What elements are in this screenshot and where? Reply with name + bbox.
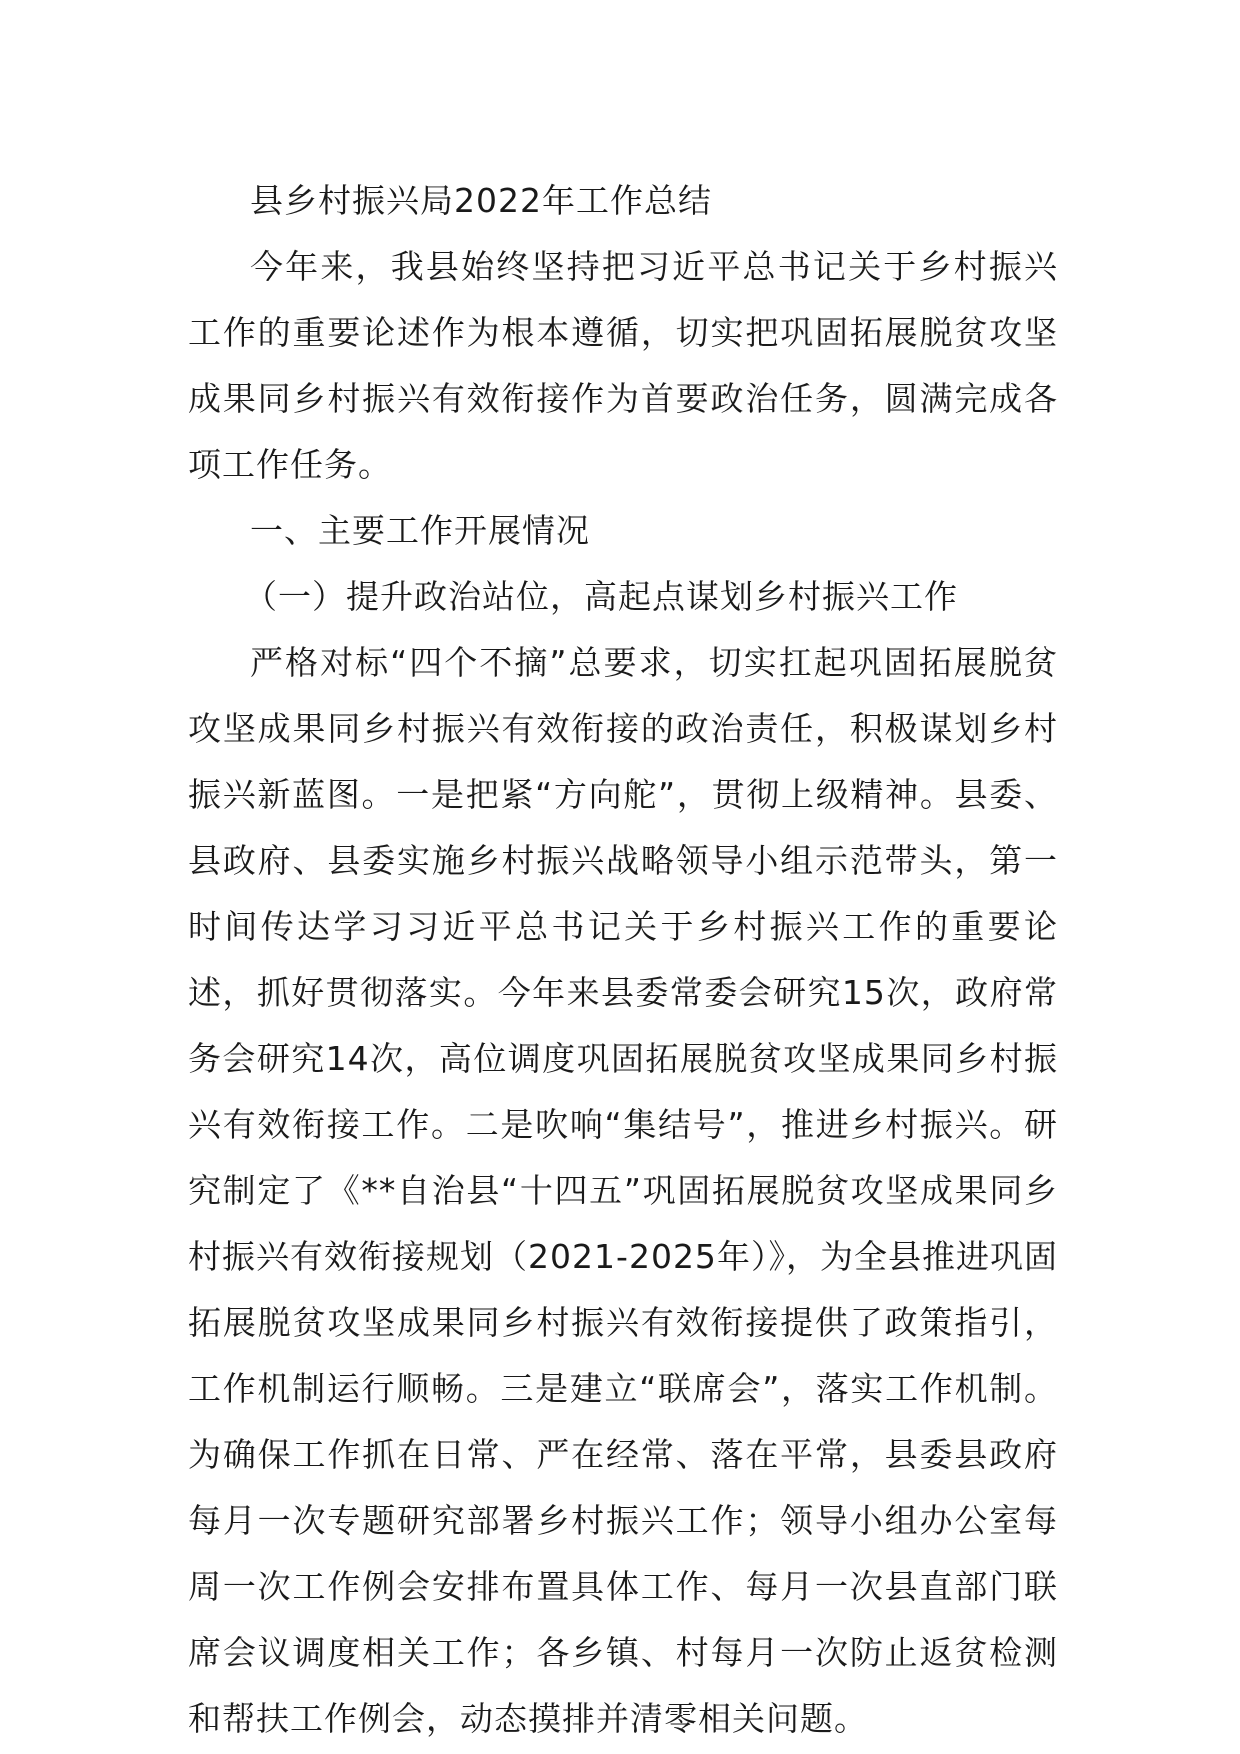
document-title: 县乡村振兴局2022年工作总结 bbox=[250, 181, 712, 220]
section-heading: 一、主要工作开展情况 bbox=[250, 511, 590, 550]
subsection-heading: （一）提升政治站位，高起点谋划乡村振兴工作 bbox=[244, 577, 958, 616]
document-body bbox=[188, 168, 1058, 1752]
body-paragraph: 严格对标“四个不摘”总要求，切实扛起巩固拓展脱贫攻坚成果同乡村振兴有效衔接的政治责任，积极谋划乡村振兴新蓝图。一是把紧“方向舵”，贯彻上级精神。县委、县政府、县委实施乡村振兴战略领导小组示范带头，第一时间传达学习习近平总书记关于乡村振兴工作的重要论述，抓好贯彻落实。今年来县委常委会研究15次，政府常务会研究14次，高位调度巩固拓展脱贫攻坚成果同乡村振兴有效衔接工作。二是吹响“集结号”，推进乡村振兴。研究制定了《**自治县“十四五”巩固拓展脱贫攻坚成果同乡村振兴有效衔接规划（2021-2025年）》，为全县推进巩固拓展脱贫攻坚成果同乡村振兴有效衔接提供了政策指引，工作机制运行顺畅。三是建立“联席会”，落实工作机制。为确保工作抓在日常、严在经常、落在平常，县委县政府每月一次专题研究部署乡村振兴工作；领导小组办公室每周一次工作例会安排布置具体工作、每月一次县直部门联席会议调度相关工作；各乡镇、村每月一次防止返贫检测和帮扶工作例会，动态摸排并清零相关问题。 bbox=[188, 643, 1058, 1738]
intro-paragraph: 今年来，我县始终坚持把习近平总书记关于乡村振兴工作的重要论述作为根本遵循，切实把巩固拓展脱贫攻坚成果同乡村振兴有效衔接作为首要政治任务，圆满完成各项工作任务。 bbox=[188, 247, 1058, 484]
